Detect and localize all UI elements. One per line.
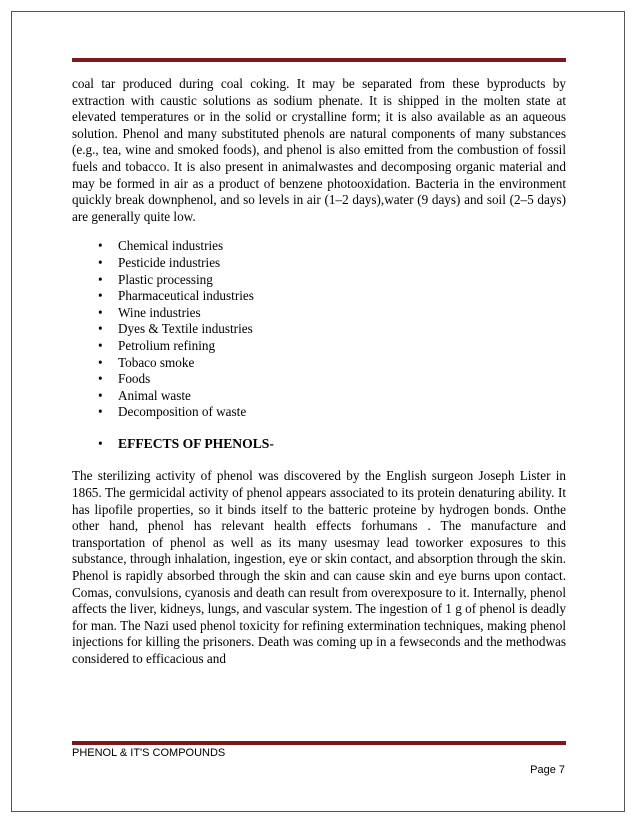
footer-title: PHENOL & IT'S COMPOUNDS: [72, 747, 226, 759]
list-item-text: Chemical industries: [118, 238, 224, 254]
list-item: [98, 355, 566, 372]
intro-paragraph: coal tar produced during coal coking. It may be separated from these byproducts by extraction with caustic solutions as sodium phenate. It is shipped in the molten state at elevated temperatures or in the solid or crystalline form; it is also available as an aqueous solution. Phenol and many substituted phenols are natural components of many substances (e.g., tea, wine and smoked foods), and phenol is also emitted from the combustion of fossil fuels and tobacco. It is also present in animalwastes and decomposing organic material and may be formed in air as a product of benzene photooxidation. Bacteria in the environment quickly break downphenol, and so levels in air (1–2 days),water (9 days) and soil (2–5 days) are generally quite low.: [72, 76, 566, 224]
list-item-text: Tobaco smoke: [118, 354, 195, 370]
header-rule: [72, 58, 566, 62]
bullet-icon: •: [98, 304, 103, 320]
list-item: [98, 371, 566, 388]
bullet-icon: •: [98, 288, 103, 304]
bullet-icon: •: [98, 354, 103, 370]
effects-paragraph: The sterilizing activity of phenol was discovered by the English surgeon Joseph Lister in 1865. The germicidal activity of phenol appears associated to its protein denaturing ability. It has lipofile properties, so it binds itself to the batteric proteine by hydrogen bonds. Onthe other hand, phenol has relevant health effects forhumans . The manufacture and transportation of phenol as well as its many usesmay lead toworker exposures to this substance, through inhalation, ingestion, eye or skin contact, and absorption through the skin. Phenol is rapidly absorbed through the skin and can cause skin and eye burns upon contact. Comas, convulsions, cyanosis and death can result from overexposure to it. Internally, phenol affects the liver, kidneys, lungs, and vascular system. The ingestion of 1 g of phenol is deadly for man. The Nazi used phenol toxicity for refining extermination techniques, making phenol injections for killing the prisoners. Death was coming up in a fewseconds and the methodwas considered to efficacious and: [72, 468, 566, 666]
section-heading-text: EFFECTS OF PHENOLS-: [118, 435, 274, 451]
phenol-sources-list: [72, 238, 566, 421]
list-item: [98, 255, 566, 272]
list-item-text: Animal waste: [118, 387, 191, 403]
list-item-text: Foods: [118, 371, 151, 387]
bullet-icon: •: [98, 238, 103, 254]
bullet-icon: •: [98, 321, 103, 337]
list-item-text: Pesticide industries: [118, 254, 221, 270]
bullet-icon: •: [98, 404, 103, 420]
bullet-icon: •: [98, 371, 103, 387]
list-item-text: Pharmaceutical industries: [118, 288, 254, 304]
list-item: [98, 321, 566, 338]
bullet-icon: •: [98, 271, 103, 287]
list-item: [98, 272, 566, 289]
page-number: Page 7: [530, 764, 565, 776]
list-item-text: Wine industries: [118, 304, 201, 320]
section-heading: [98, 436, 566, 453]
list-item-text: Dyes & Textile industries: [118, 321, 253, 337]
list-item: [98, 388, 566, 405]
list-item-text: Plastic processing: [118, 271, 213, 287]
list-item: [98, 288, 566, 305]
list-item: [98, 238, 566, 255]
bullet-icon: •: [98, 435, 103, 451]
list-item: [98, 404, 566, 421]
list-item-text: Decomposition of waste: [118, 404, 247, 420]
list-item: [98, 305, 566, 322]
footer-rule: [72, 741, 566, 745]
list-item-text: Petrolium refining: [118, 337, 216, 353]
list-item: [98, 338, 566, 355]
bullet-icon: •: [98, 387, 103, 403]
bullet-icon: •: [98, 337, 103, 353]
bullet-icon: •: [98, 254, 103, 270]
page-content: [72, 76, 566, 668]
